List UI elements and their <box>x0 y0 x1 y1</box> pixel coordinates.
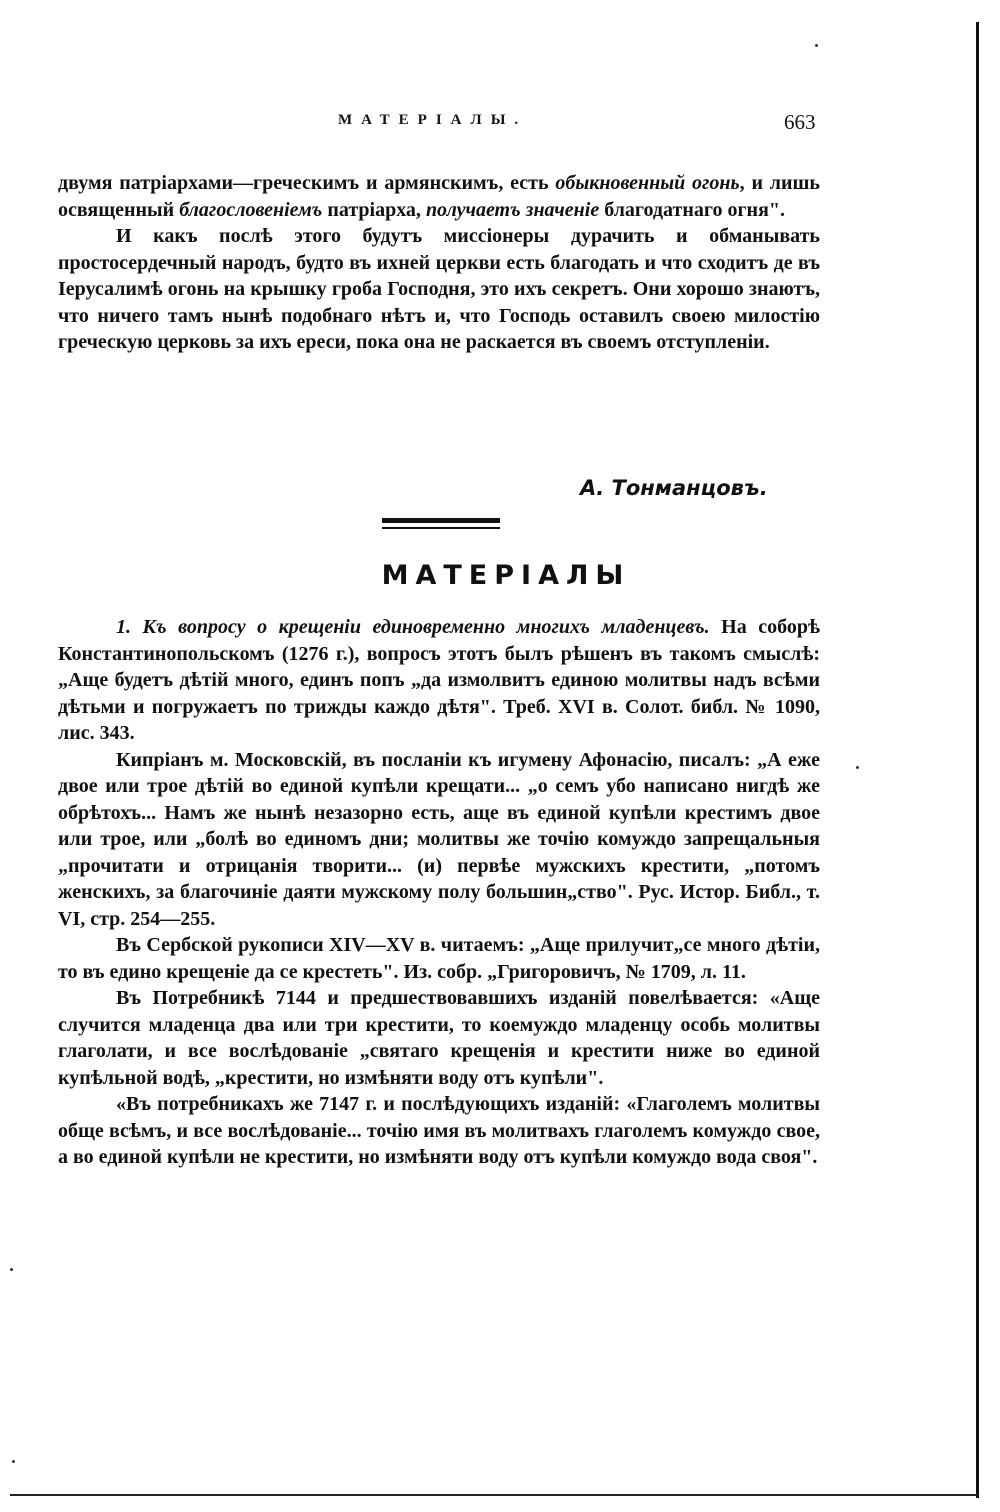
paragraph <box>58 1091 820 1171</box>
text-run: На соборѣ Константинопольскомъ (1276 г.), вопросъ этотъ былъ рѣшенъ въ такомъ смыслѣ: „Аще будетъ дѣтій много, единъ попъ „да измолвитъ единою молитвы надъ всѣми дѣтьми и погружаетъ по трижды каждо дѣтя". Треб. XVI в. Солот. библ. № 1090, лис. 343. <box>58 616 821 744</box>
text-run: , и лишь освященный <box>58 172 821 221</box>
paragraph <box>58 170 820 223</box>
page-number: 663 <box>784 110 816 134</box>
materials-text <box>58 614 820 1171</box>
section-divider-thick <box>382 518 500 523</box>
paragraph <box>58 223 820 356</box>
text-run: «Въ потребникахъ же 7147 г. и послѣдующихъ изданій: «Глаголемъ молитвы обще всѣмъ, и все вослѣдованіе... точію имя въ молитвахъ глаголемъ комуждо свое, а во единой купѣли не крестити, но измѣняти воду отъ купѣли комуждо вода своя". <box>58 1093 820 1168</box>
text-run: патріарха, <box>322 198 426 221</box>
italic-run: 1. Къ вопросу о крещеніи единовременно многихъ младенцевъ. <box>116 616 710 638</box>
italic-run: получаетъ значеніе <box>425 198 600 221</box>
previous-article-text <box>58 170 820 356</box>
print-speck <box>10 1268 13 1271</box>
print-speck <box>856 766 859 769</box>
italic-run: обыкновенный огонь <box>555 172 740 194</box>
text-run: благодатнаго огня". <box>599 198 785 221</box>
paragraph <box>58 614 820 747</box>
text-run: Въ Сербской рукописи XIV—XV в. читаемъ: „Аще прилучит„се много дѣтіи, то въ едино крещеніе да се крестеть". Из. собр. „Григоровичъ, № 1709, л. 11. <box>58 934 820 983</box>
text-run: Въ Потребникѣ 7144 и предшествовавшихъ изданій повелѣвается: «Аще случится младенца два или три крестити, то коемуждо младенцу особь молитвы глаголати, и все вослѣдованіе „святаго крещенія и крестити ниже во единой купѣльной водѣ, „крестити, но измѣняти воду отъ купѣли". <box>58 987 820 1089</box>
section-heading: МАТЕРІАЛЫ <box>381 560 631 591</box>
paragraph <box>58 985 820 1091</box>
text-run: двумя патріархами—греческимъ и армянскимъ, есть <box>58 172 556 194</box>
running-title: МАТЕРІАЛЫ. <box>338 112 528 128</box>
page-edge-right <box>976 22 979 1498</box>
paragraph <box>58 747 820 933</box>
running-header <box>0 110 1000 140</box>
print-speck <box>12 1460 15 1463</box>
author-signature: А. Тонманцовъ. <box>580 476 768 500</box>
text-run: И какъ послѣ этого будутъ миссіонеры дурачить и обманывать простосердечный народъ, будто въ ихней церкви есть благодать и что сходитъ де въ Іерусалимѣ огонь на крышку гроба Господня, это ихъ секретъ. Они хорошо знаютъ, что ничего тамъ нынѣ подобнаго нѣтъ и, что Господь оставилъ своею милостію греческую церковь за ихъ ереси, пока она не раскается въ своемъ отступленіи. <box>58 225 820 353</box>
page-edge-bottom <box>10 1494 978 1496</box>
section-divider-thin <box>382 527 500 529</box>
print-speck <box>815 44 818 47</box>
text-run: Кипріанъ м. Московскій, въ посланіи къ игумену Афонасію, писалъ: „А еже двое или трое дѣтій во единой купѣли крещати... „о семъ убо написано нигдѣ же обрѣтохъ... Намъ же нынѣ незазорно есть, аще въ единой купѣли крестимъ двое или трое, или „болѣ во единомъ дни; молитвы же точію комуждо запрещальныя „прочитати и отрицанія творити... (и) первѣе мужскихъ крестити, „потомъ женскихъ, за благочиніе даяти мужскому полу большин„ство". Рус. Истор. Библ., т. VI, стр. 254—255. <box>58 748 820 930</box>
italic-run: благословеніемъ <box>179 198 323 221</box>
paragraph <box>58 932 820 985</box>
